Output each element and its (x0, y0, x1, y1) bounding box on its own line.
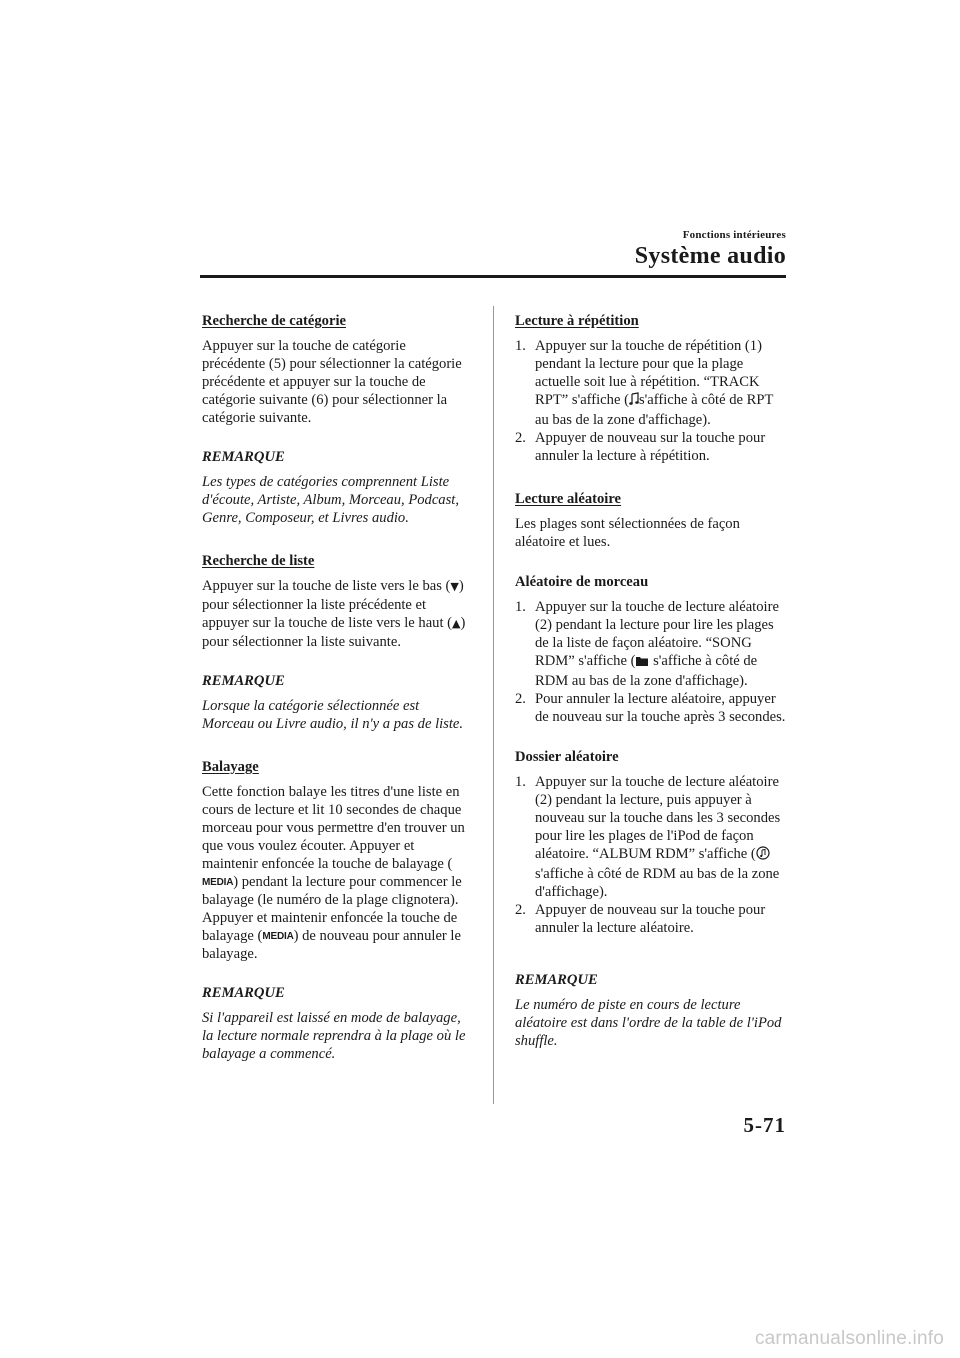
note-title: REMARQUE (202, 673, 285, 689)
scan-text: Cette fonction balaye les titres d'une liste en cours de lecture et lit 10 secondes de chaque morceau pour vous permettre d'en trouver un que vous voulez écouter. Appuyer et maintenir enfoncée la touche de balayage (MEDIA) pendant la lecture pour commencer le balayage (le numéro de la plage clignotera). Appuyer et maintenir enfoncée la touche de balayage (MEDIA) de nouveau pour annuler le balayage. (202, 784, 465, 962)
heading-list-search: Recherche de liste (202, 553, 315, 569)
list-item: 1. Appuyer sur la touche de lecture aléatoire (2) pendant la lecture pour lire les plages de la liste de façon aléatoire. “SONG RDM” s'affiche ( s'affiche à côté de RDM au bas de la zone d'affichage). (515, 599, 779, 689)
page-number: 5-71 (743, 1113, 786, 1137)
folder-icon (635, 654, 649, 672)
note-text: Si l'appareil est laissé en mode de balayage, la lecture normale reprendra à la plage où le balayage a commencé. (202, 1010, 466, 1062)
disc-icon (756, 846, 770, 865)
media-button-icon: MEDIA (262, 931, 294, 942)
note-text: Le numéro de piste en cours de lecture aléatoire est dans l'ordre de la table de l'iPod shuffle. (515, 997, 782, 1049)
heading-repeat: Lecture à répétition (515, 313, 639, 329)
list-search-text: Appuyer sur la touche de liste vers le bas (▼) pour sélectionner la liste précédente et appuyer sur la touche de liste vers le haut (▲) pour sélectionner la liste suivante. (202, 578, 466, 650)
heading-scan: Balayage (202, 759, 259, 775)
note-text: Lorsque la catégorie sélectionnée est Morceau ou Livre audio, il n'y a pas de liste. (202, 698, 464, 732)
list-item: 2. Appuyer de nouveau sur la touche pour annuler la lecture à répétition. (515, 430, 766, 464)
column-divider (493, 306, 494, 1104)
note-title: REMARQUE (202, 449, 285, 465)
subheading-song-random: Aléatoire de morceau (515, 574, 649, 590)
media-button-icon: MEDIA (202, 877, 234, 888)
watermark: carmanualsonline.info (754, 1328, 944, 1349)
category-search-text: Appuyer sur la touche de catégorie précédente (5) pour sélectionner la catégorie précédente et appuyer sur la touche de catégorie suivante (6) pour sélectionner la catégorie suivante. (202, 338, 462, 426)
repeat-steps (515, 337, 787, 465)
note-text: Les types de catégories comprennent Liste d'écoute, Artiste, Album, Morceau, Podcast, Genre, Composeur, et Livres audio. (202, 474, 459, 526)
note-title: REMARQUE (202, 985, 285, 1001)
heading-category-search: Recherche de catégorie (202, 313, 346, 329)
section-label: Fonctions intérieures (682, 229, 786, 241)
note-title: REMARQUE (515, 972, 598, 988)
left-column (202, 312, 472, 1063)
header-rule (200, 275, 786, 278)
subheading-folder-random: Dossier aléatoire (515, 749, 619, 765)
list-item: 1. Appuyer sur la touche de lecture aléatoire (2) pendant la lecture, puis appuyer à nouveau sur la touche dans les 3 secondes pour lire les plages de l'iPod de façon aléatoire. “ALBUM RDM” s'affiche ( s'affiche à côté de RDM au bas de la zone d'affichage). (515, 774, 781, 900)
song-random-steps (515, 598, 787, 726)
right-column (515, 312, 787, 1050)
page-title: Système audio (634, 243, 786, 269)
heading-random: Lecture aléatoire (515, 491, 622, 507)
list-item: 2. Appuyer de nouveau sur la touche pour annuler la lecture aléatoire. (515, 902, 766, 936)
list-up-icon: ▲ (452, 617, 461, 630)
list-down-icon: ▼ (450, 580, 459, 593)
random-text: Les plages sont sélectionnées de façon aléatoire et lues. (515, 516, 740, 550)
list-item: 1. Appuyer sur la touche de répétition (1) pendant la lecture pour que la plage actuelle soit lue à répétition. “TRACK RPT” s'affiche ( s'affiche à côté de RPT au bas de la zone d'affichage). (515, 338, 774, 428)
list-item: 2. Pour annuler la lecture aléatoire, appuyer de nouveau sur la touche après 3 secondes. (515, 691, 786, 725)
music-note-icon (629, 392, 639, 411)
folder-random-steps (515, 773, 787, 937)
